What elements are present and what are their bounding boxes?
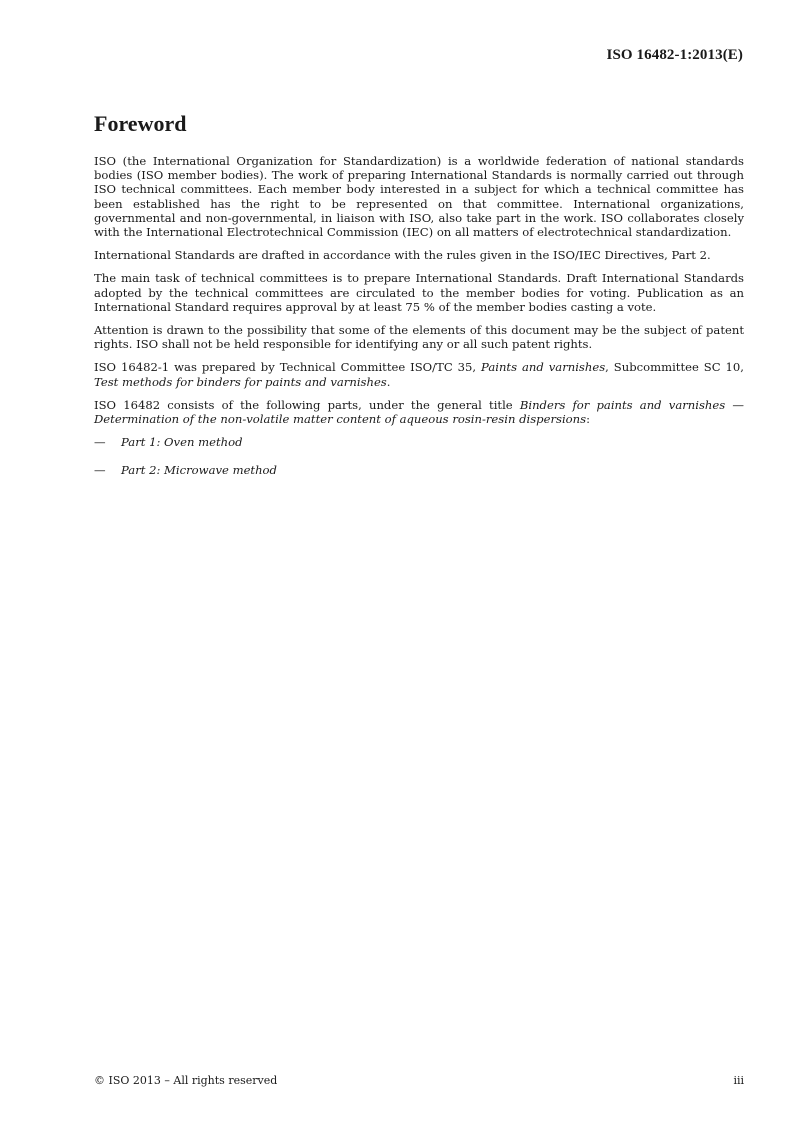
list-item [94, 435, 744, 449]
page-number: iii [733, 1074, 744, 1087]
part-2-label: Part 2: Microwave method [121, 463, 277, 478]
paragraph-iso-overview: ISO (the International Organization for Standardization) is a worldwide federation of national standards bodies (ISO member bodies). The work of preparing International Standards is normally carried out through ISO technical committees. Each member body interested in a subject for which a technical committee has been established has the right to be represented on that committee. International organizations, governmental and non-governmental, in liaison with ISO, also take part in the work. ISO collaborates closely with the International Electrotechnical Commission (IEC) on all matters of electrotechnical standardization. [94, 154, 744, 240]
page-title: Foreword [94, 111, 187, 136]
paragraph-prepared-by [94, 360, 744, 388]
list-dash: — [94, 435, 106, 450]
paragraph-committee-task: The main task of technical committees is to prepare International Standards. Draft International Standards adopted by the technical committees are circulated to the member bodies for voting. Publication as an International Standard requires approval by at least 75 % of the member bodies casting a vote. [94, 271, 744, 314]
general-title: Binders for paints and varnishes — Determination of the non-volatile matter content of aqueous rosin-resin dispersions [94, 397, 744, 427]
list-item [94, 463, 744, 477]
paragraph-parts-intro [94, 398, 744, 426]
part-1-label: Part 1: Oven method [121, 435, 243, 450]
foreword-body [94, 154, 744, 492]
paragraph-patent-rights: Attention is drawn to the possibility that some of the elements of this document may be the subject of patent rights. ISO shall not be held responsible for identifying any or all such patent rights. [94, 323, 744, 352]
prepared-by-text-1: ISO 16482-1 was prepared by Technical Committee ISO/TC 35, [94, 360, 482, 375]
prepared-by-text-2: , Subcommittee SC 10, [605, 360, 744, 375]
list-dash: — [94, 463, 106, 478]
parts-intro-colon: : [586, 412, 590, 427]
subcommittee-title: Test methods for binders for paints and varnishes [94, 374, 387, 389]
copyright-notice: © ISO 2013 – All rights reserved [94, 1074, 278, 1087]
committee-title: Paints and varnishes [481, 360, 606, 375]
prepared-by-text-3: . [386, 374, 391, 389]
paragraph-directives: International Standards are drafted in accordance with the rules given in the ISO/IEC Directives, Part 2. [94, 248, 711, 263]
document-id-header: ISO 16482-1:2013(E) [606, 47, 743, 63]
parts-intro-text: ISO 16482 consists of the following parts, under the general title [94, 397, 520, 412]
